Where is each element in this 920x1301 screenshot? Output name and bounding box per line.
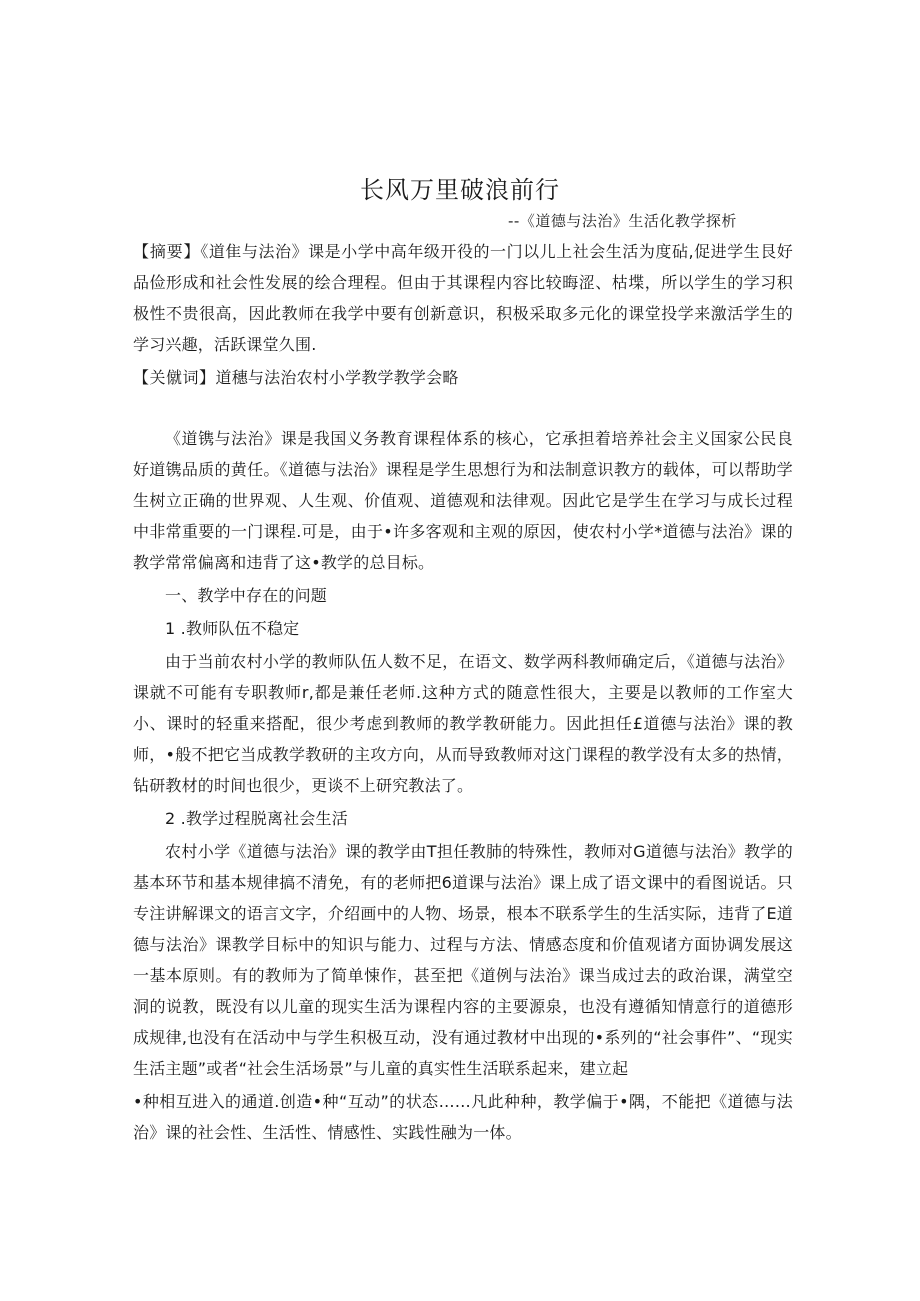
subsection-heading: 2 .教学过程脱离社会生活	[165, 809, 348, 828]
paragraph-intro: 《道镌与法治》课是我国义务教育课程体系的核心，它承担着培养社会主义国家公民良好道镌品质的黄任。《道德与法治》课程是学生思想行为和法制意识教方的载体，可以帮助学生树立正确的世界观、人生观、价值观、道德观和法律观。因此它是学生在学习与成长过程中非常重要的一门课程.可是，由于•许多客观和主观的原因，使农村小学*道德与法治》课的教学常常偏离和违背了这•教学的总目标。	[133, 429, 793, 572]
document-subtitle: --《道德与法治》生活化教学探析	[508, 212, 737, 230]
keywords-text: 道穗与法治农村小学教学教学会略	[215, 368, 459, 387]
document-title: 长风万里破浪前行	[360, 176, 560, 204]
abstract-label: 【摘要】	[133, 242, 201, 261]
paragraph-teachers: 由于当前农村小学的教师队伍人数不足，在语文、数学两科教师确定后，《道德与法治》课就不可能有专职教师r,都是兼任老师.这种方式的随意性很大，主要是以教师的工作室大小、课时的轻重来搭配，很少考虑到教师的教学教研能力。因此担任£道德与法治》课的教师，•般不把它当成教学教研的主攻方向，从而导致教师对这门课程的教学没有太多的热情，钻研教材的时间也很少，更谈不上研究教法了。	[133, 652, 793, 795]
section-heading: 一、教学中存在的问题	[165, 586, 328, 605]
body-section	[133, 423, 793, 1148]
paragraph-continuation: •种相互进入的通道.创造•种“互动”的状态……凡此种种，教学偏于•隅，不能把《道德与法治》课的社会性、生活性、情感性、实践性融为一体。	[133, 1092, 793, 1142]
subsection-heading: 1 .教师队伍不稳定	[165, 619, 300, 638]
paragraph-teaching-process: 农村小学《道德与法治》课的教学由T担任教肺的特殊性，教师对G道德与法治》教学的基本环节和基本规律搞不清免，有的老师把6道课与法治》课上成了语文课中的看图说话。只专注讲解课文的语言文字，介绍画中的人物、场景，根本不联系学生的生活实际，违背了E道德与法治》课教学目标中的知识与能力、过程与方法、情感态度和价值观诸方面协调发展这一基本原则。有的教师为了简单悚作，甚至把《道例与法治》课当成过去的政治课，满堂空洞的说教，既没有以儿童的现实生活为课程内容的主要源泉，也没有遵循知情意行的道德形成规律,也没有在活动中与学生积极互动，没有通过教材中出现的•系列的“社会事件”、“现实生活主题”或者“社会生活场景”与儿童的真实性生活联系起来，建立起	[133, 842, 793, 1078]
abstract-section	[133, 236, 793, 360]
keywords-section	[133, 362, 793, 393]
abstract-text: 《道隹与法治》课是小学中高年级开役的一门以儿上社会生活为度砧,促进学生艮好品俭形成和社会性发展的绘合理程。但由于其课程内容比较晦涩、枯堞，所以学生的学习积极性不贵很高，因此教师在我学中要有创新意识，积极采取多元化的课堂投学来激活学生的学习兴趣，活跃课堂久围.	[133, 242, 793, 354]
keywords-label: 【关僦词】	[133, 368, 216, 387]
